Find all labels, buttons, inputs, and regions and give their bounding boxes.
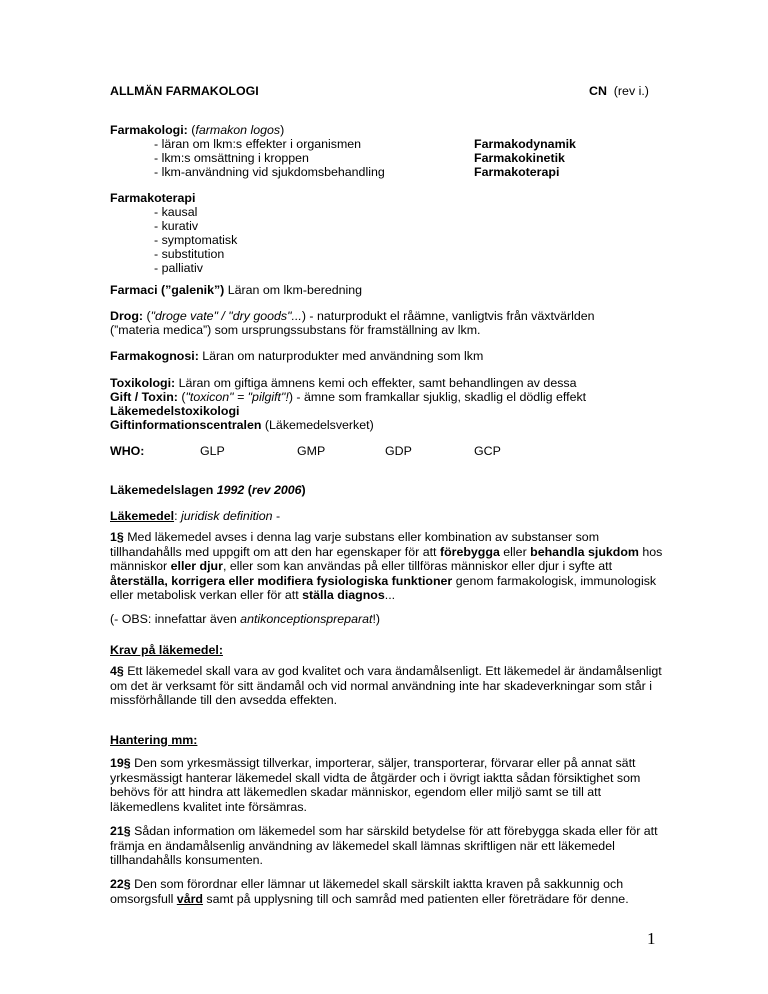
farmakognosi-text: Läran om naturprodukter med användning som lkm bbox=[198, 349, 484, 363]
farmaci-term: Farmaci (”galenik”) bbox=[110, 283, 225, 297]
lakemedelslagen-heading bbox=[110, 483, 306, 498]
p1-b2: behandla sjukdom bbox=[530, 544, 639, 559]
lakemedel-definition-line bbox=[110, 509, 280, 524]
gift-line bbox=[110, 390, 586, 405]
who-item: GLP bbox=[200, 444, 225, 458]
p1-num: 1§ bbox=[110, 530, 124, 544]
toxikologi-text: Läran om giftiga ämnens kemi och effekter, samt behandlingen av dessa bbox=[175, 376, 577, 390]
krav-heading: Krav på läkemedel: bbox=[110, 643, 223, 657]
p1-b5: ställa diagnos bbox=[302, 588, 385, 602]
paragraph-22 bbox=[110, 877, 670, 906]
paragraph-21 bbox=[110, 824, 670, 868]
p21-text: Sådan information om läkemedel som har särskild betydelse för att förebygga skada eller för att främja en ändamålsenlig användning av läkemedel skall lämnas skriftligen när ett läkemedel tillhandahålls konsumenten. bbox=[110, 824, 658, 867]
paragraph-4 bbox=[110, 664, 670, 708]
p4-num: 4§ bbox=[110, 664, 124, 678]
p4-text: Ett läkemedel skall vara av god kvalitet och vara ändamålsenligt. Ett läkemedel är ändamålsenligt om det är verksamt för sitt ändamål och vid normal användning inte har skadeverkningar som står i missförhållande till den avsedda effekten. bbox=[110, 664, 662, 707]
gic-line bbox=[110, 418, 374, 433]
farmakologi-term: Farmakologi: bbox=[110, 123, 188, 137]
gic-term: Giftinformationscentralen bbox=[110, 418, 262, 432]
farmakoterapi-term: Farmakoterapi bbox=[110, 191, 196, 205]
farmakognosi-term: Farmakognosi: bbox=[110, 349, 199, 363]
farmakoterapi-item: - symptomatisk bbox=[154, 233, 238, 247]
lagen-paren-close: ) bbox=[301, 483, 306, 497]
drog-term: Drog: bbox=[110, 309, 144, 323]
lagen-rev: rev 2006 bbox=[251, 483, 302, 497]
p1-b3: eller djur bbox=[170, 559, 223, 573]
gift-paren: ( bbox=[177, 390, 186, 404]
p21-num: 21§ bbox=[110, 824, 131, 838]
farmakologi-etym: (farmakon logos) bbox=[191, 123, 285, 137]
drog-line bbox=[110, 309, 595, 324]
who-item: GMP bbox=[297, 444, 326, 458]
p22-text-b: samt på upplysning till och samråd med patienten eller företrädare för denne. bbox=[202, 891, 629, 906]
p1-t1: Med läkemedel avses i denna lag varje substans eller kombination av substanser som tillhandahålls med uppgift om att den har egenskaper för att bbox=[110, 530, 600, 559]
gift-quote: "toxicon" = "pilgift"! bbox=[185, 390, 289, 404]
lagen-paren: ( bbox=[244, 483, 252, 497]
who-item: GDP bbox=[385, 444, 412, 458]
farmaci-line bbox=[110, 283, 362, 298]
drog-line-2: (”materia medica”) som ursprungssubstans för framställning av lkm. bbox=[110, 323, 481, 337]
drog-text: ) - naturprodukt el råämne, vanligtvis från växtvärlden bbox=[301, 309, 595, 323]
drog-quote: "droge vate" / "dry goods"... bbox=[150, 309, 302, 323]
who-item: GCP bbox=[474, 444, 501, 458]
def-dash: - bbox=[272, 509, 281, 523]
p1-b4: återställa, korrigera eller modifiera fysiologiska funktioner bbox=[110, 573, 453, 588]
p1-b1: förebygga bbox=[439, 544, 500, 559]
farmakoterapi-item: - kurativ bbox=[154, 219, 199, 233]
obs-line bbox=[110, 612, 380, 627]
gic-rest: (Läkemedelsverket) bbox=[261, 418, 374, 432]
farmakoterapi-item: - palliativ bbox=[154, 261, 203, 275]
obs-a: (- OBS: innefattar även bbox=[110, 612, 241, 626]
farmakoterapi-label: Farmakoterapi bbox=[474, 165, 560, 179]
p22-num: 22§ bbox=[110, 877, 131, 891]
hantering-heading: Hantering mm: bbox=[110, 733, 198, 747]
page-number: 1 bbox=[647, 929, 656, 948]
p19-text: Den som yrkesmässigt tillverkar, importerar, säljer, transporterar, förvarar eller på annat sätt yrkesmässigt hanterar läkemedel skall vidta de åtgärder och i övrigt iaktta sådan försiktighet som behövs för att hindra att läkemedlen skadar människor, egendom eller miljö samt se till att läkemedlens kvalitet inte försämras. bbox=[110, 756, 641, 814]
drog-paren: ( bbox=[143, 309, 151, 323]
farmakologi-line bbox=[110, 123, 284, 138]
farmaci-text: Läran om lkm-beredning bbox=[224, 283, 363, 297]
paragraph-1 bbox=[110, 530, 670, 603]
p1-t2: eller bbox=[499, 544, 531, 559]
author-initials: CN bbox=[589, 84, 607, 98]
document-title: ALLMÄN FARMAKOLOGI bbox=[110, 84, 259, 98]
obs-b: !) bbox=[372, 612, 381, 626]
gift-text: ) - ämne som framkallar sjuklig, skadlig el dödlig effekt bbox=[288, 390, 587, 404]
who-label: WHO: bbox=[110, 444, 145, 458]
lagen-title: Läkemedelslagen bbox=[110, 483, 217, 497]
author-rev bbox=[589, 84, 649, 99]
def-desc: juridisk definition bbox=[180, 509, 273, 523]
p22-text-a: Den som förordnar eller lämnar ut läkemedel skall särskilt iaktta kraven på sakkunnig och omsorgsfull bbox=[110, 877, 624, 906]
farmakologi-item: - läran om lkm:s effekter i organismen bbox=[154, 137, 362, 151]
farmakologi-item: - lkm-användning vid sjukdomsbehandling bbox=[154, 165, 385, 179]
obs-italic: antikonceptionspreparat bbox=[240, 612, 373, 626]
gift-term: Gift / Toxin: bbox=[110, 390, 178, 404]
toxikologi-line bbox=[110, 376, 577, 391]
farmakognosi-line bbox=[110, 349, 483, 364]
farmakodynamik-label: Farmakodynamik bbox=[474, 137, 576, 151]
farmakoterapi-item: - kausal bbox=[154, 205, 198, 219]
lagen-year: 1992 bbox=[216, 483, 245, 497]
p1-t3: hos människor bbox=[110, 544, 663, 573]
farmakoterapi-item: - substitution bbox=[154, 247, 225, 261]
farmakologi-item: - lkm:s omsättning i kroppen bbox=[154, 151, 309, 165]
lakemedelstoxikologi: Läkemedelstoxikologi bbox=[110, 404, 240, 418]
p1-t6: ... bbox=[384, 588, 396, 602]
p19-num: 19§ bbox=[110, 756, 131, 770]
revision: (rev i.) bbox=[613, 84, 649, 98]
p22-vard: vård bbox=[176, 891, 203, 906]
paragraph-19 bbox=[110, 756, 670, 814]
farmakokinetik-label: Farmakokinetik bbox=[474, 151, 565, 165]
toxikologi-term: Toxikologi: bbox=[110, 376, 176, 390]
p1-t4: , eller som kan användas på eller tillföras människor eller djur i syfte att bbox=[222, 559, 613, 573]
def-colon: : bbox=[174, 509, 181, 523]
lakemedel-term: Läkemedel bbox=[110, 509, 175, 523]
p1-t5: genom farmakologisk, immunologisk eller metabolisk verkan eller för att bbox=[110, 573, 657, 602]
